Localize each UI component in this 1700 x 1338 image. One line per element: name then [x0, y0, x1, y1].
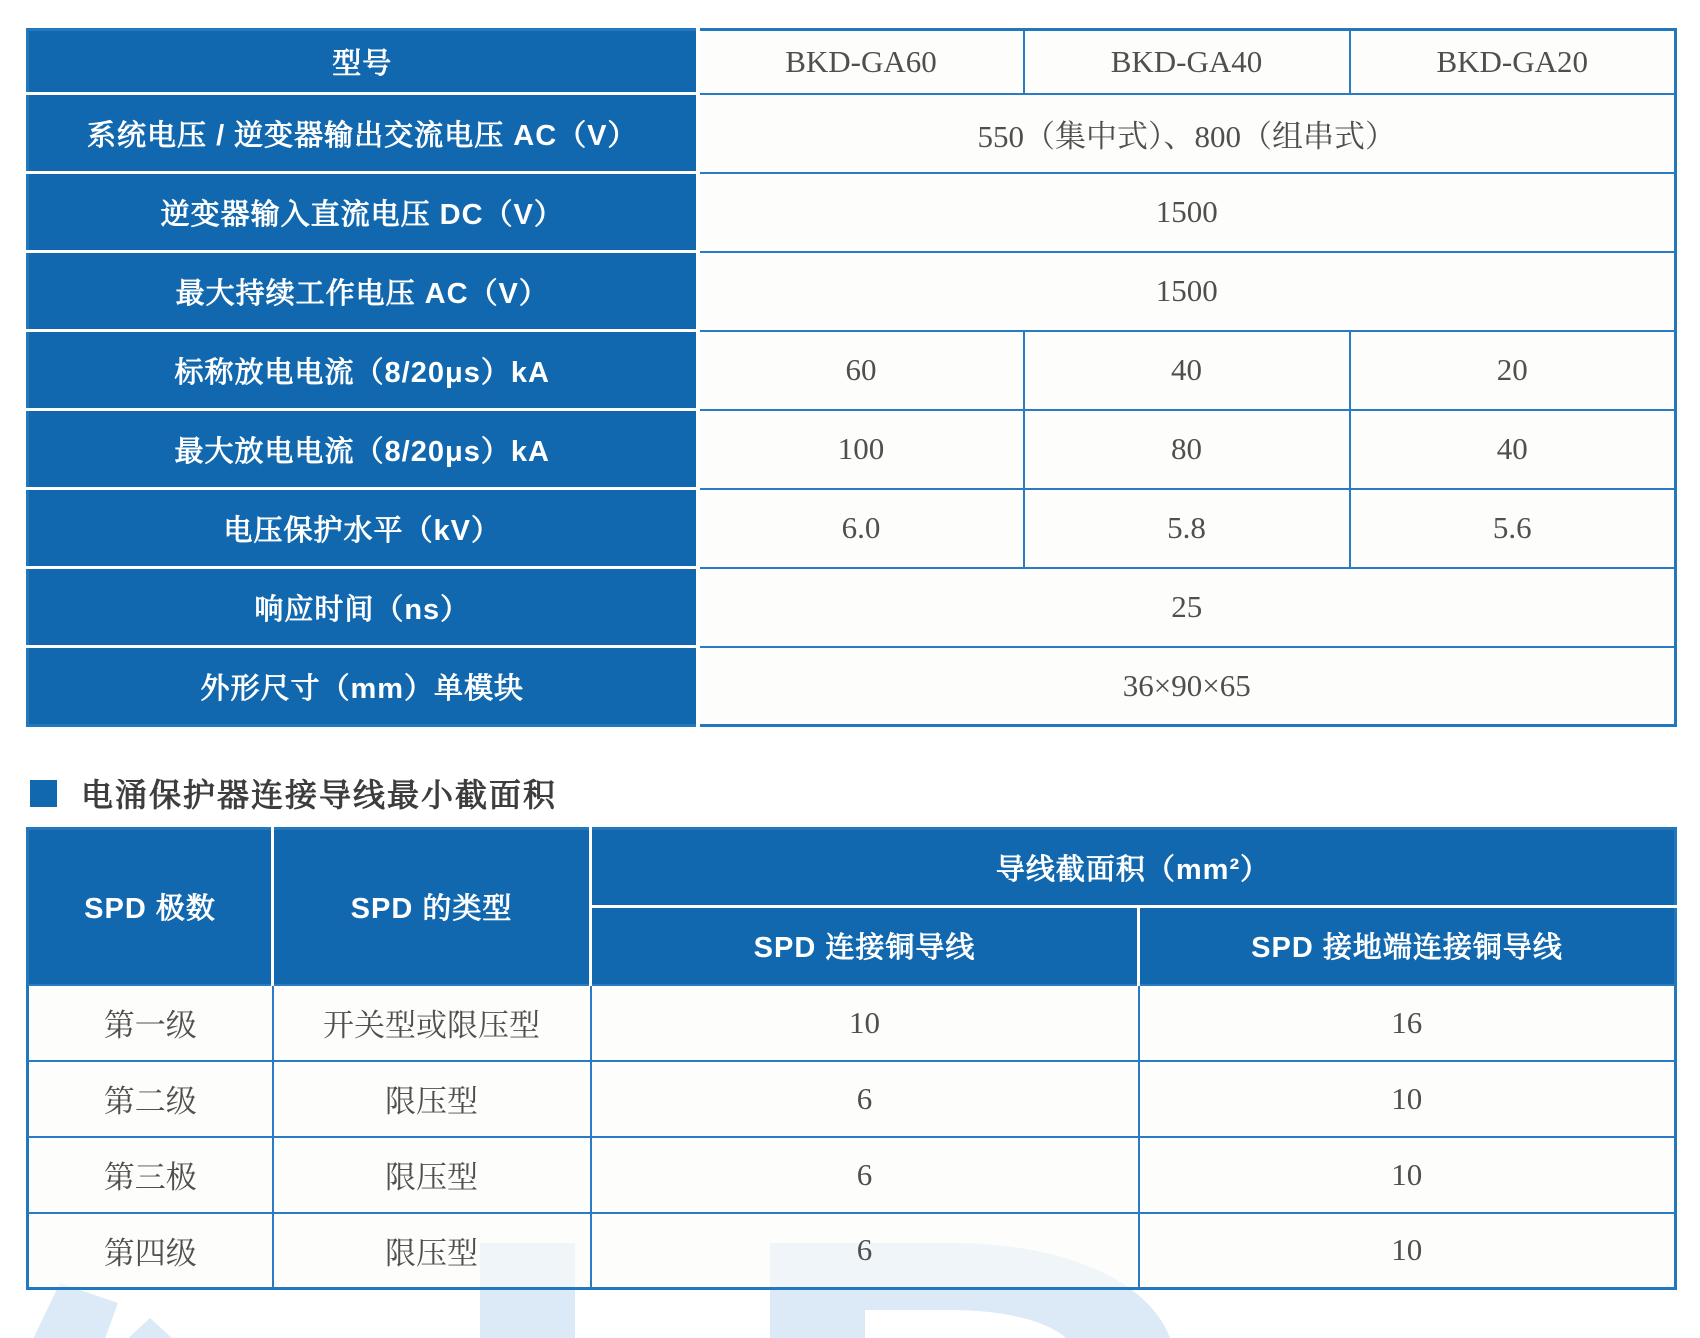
spec-row-label: 电压保护水平（kV）	[28, 489, 698, 568]
spd-wire-cell: 6	[591, 1213, 1139, 1289]
spd-type-cell: 开关型或限压型	[273, 985, 591, 1061]
table-row	[28, 1137, 1676, 1213]
spec-value-cell: 60	[698, 331, 1024, 410]
spec-row-label: 最大放电电流（8/20μs）kA	[28, 410, 698, 489]
wire-section-table	[26, 827, 1677, 1290]
spec-value-cell: 1500	[698, 252, 1676, 331]
table-row	[28, 568, 1676, 647]
table-header-row	[28, 829, 1676, 907]
spec-table	[26, 28, 1677, 727]
column-header: SPD 极数	[28, 829, 273, 985]
table-row	[28, 331, 1676, 410]
table-row	[28, 252, 1676, 331]
spec-value-cell: 40	[1024, 331, 1350, 410]
model-cell: BKD-GA60	[698, 30, 1024, 94]
table-row	[28, 1061, 1676, 1137]
group-column-header: 导线截面积（mm²）	[591, 829, 1676, 907]
spec-value-cell: 6.0	[698, 489, 1024, 568]
spd-level-cell: 第二级	[28, 1061, 273, 1137]
model-cell: BKD-GA40	[1024, 30, 1350, 94]
table-row	[28, 30, 1676, 94]
spec-row-label: 外形尺寸（mm）单模块	[28, 647, 698, 726]
table-row	[28, 985, 1676, 1061]
table-row	[28, 647, 1676, 726]
ground-wire-cell: 10	[1139, 1137, 1676, 1213]
spec-row-label: 最大持续工作电压 AC（V）	[28, 252, 698, 331]
spec-value-cell: 100	[698, 410, 1024, 489]
spec-row-label: 响应时间（ns）	[28, 568, 698, 647]
column-subheader: SPD 接地端连接铜导线	[1139, 907, 1676, 985]
column-header: SPD 的类型	[273, 829, 591, 985]
model-cell: BKD-GA20	[1350, 30, 1676, 94]
spec-row-label: 型号	[28, 30, 698, 94]
square-bullet-icon	[30, 780, 57, 807]
spd-level-cell: 第四级	[28, 1213, 273, 1289]
spec-value-cell: 5.6	[1350, 489, 1676, 568]
column-subheader: SPD 连接铜导线	[591, 907, 1139, 985]
spec-value-cell: 1500	[698, 173, 1676, 252]
spd-wire-cell: 6	[591, 1137, 1139, 1213]
spd-level-cell: 第三极	[28, 1137, 273, 1213]
table-row	[28, 94, 1676, 173]
spec-row-label: 逆变器输入直流电压 DC（V）	[28, 173, 698, 252]
section-title: 电涌保护器连接导线最小截面积	[81, 777, 558, 813]
spd-level-cell: 第一级	[28, 985, 273, 1061]
spd-type-cell: 限压型	[273, 1061, 591, 1137]
section-heading	[30, 771, 1700, 815]
spd-wire-cell: 6	[591, 1061, 1139, 1137]
table-row	[28, 489, 1676, 568]
table-row	[28, 410, 1676, 489]
page	[0, 28, 1700, 1338]
spd-type-cell: 限压型	[273, 1213, 591, 1289]
spd-wire-cell: 10	[591, 985, 1139, 1061]
table-row	[28, 1213, 1676, 1289]
spec-row-label: 系统电压 / 逆变器输出交流电压 AC（V）	[28, 94, 698, 173]
table-row	[28, 173, 1676, 252]
ground-wire-cell: 10	[1139, 1213, 1676, 1289]
spec-value-cell: 20	[1350, 331, 1676, 410]
ground-wire-cell: 16	[1139, 985, 1676, 1061]
spec-value-cell: 25	[698, 568, 1676, 647]
spec-value-cell: 36×90×65	[698, 647, 1676, 726]
ground-wire-cell: 10	[1139, 1061, 1676, 1137]
spec-value-cell: 550（集中式）、800（组串式）	[698, 94, 1676, 173]
spd-type-cell: 限压型	[273, 1137, 591, 1213]
spec-value-cell: 80	[1024, 410, 1350, 489]
spec-row-label: 标称放电电流（8/20μs）kA	[28, 331, 698, 410]
spec-value-cell: 40	[1350, 410, 1676, 489]
spec-value-cell: 5.8	[1024, 489, 1350, 568]
